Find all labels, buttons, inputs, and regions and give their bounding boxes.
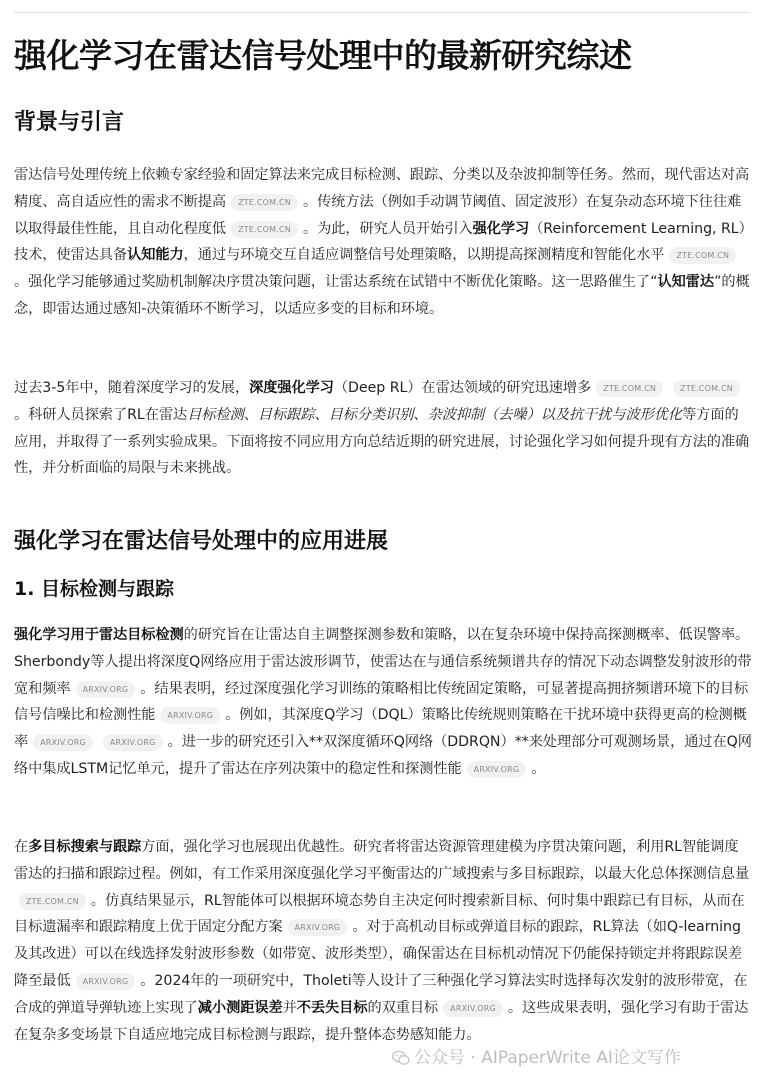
source-tag[interactable]: ARXIV.ORG <box>76 973 136 990</box>
bold-text: 深度强化学习 <box>249 380 334 396</box>
italic-text: 杂波抑制（去噪）以及抗干扰与波形优化 <box>427 406 683 423</box>
watermark-text: 公众号 · AIPaperWrite AI论文写作 <box>414 1048 681 1068</box>
source-tag[interactable]: ARXIV.ORG <box>443 1000 503 1017</box>
source-tag[interactable]: ARXIV.ORG <box>33 734 93 751</box>
source-tag[interactable]: ARXIV.ORG <box>103 734 163 751</box>
section-heading-background: 背景与引言 <box>14 110 125 135</box>
bold-text: 强化学习用于雷达目标检测 <box>14 627 184 643</box>
watermark <box>392 1046 681 1073</box>
paragraph-tracking: 在多目标搜索与跟踪方面，强化学习也展现出优越性。研究者将雷达资源管理建模为序贯决策问题，利用RL智能调度雷达的扫描和跟踪过程。例如，有工作采用深度强化学习平衡雷达的广域搜索与多目标跟踪，以最大化总体探测信息量ZTE.COM.CN 。仿真结果显示，RL智能体可以根据环境态势自主决定何时搜索新目标、何时集中跟踪已有目标，从而在目标遗漏率和跟踪精度上优于固定分配方案 ARXIV.ORG 。对于高机动目标或弹道目标的跟踪，RL算法（如Q-learning及其改进）可以在线选择发射波形参数（如带宽、波形类型），确保雷达在目标机动情况下仍能保持锁定并将跟踪误差降至最低 ARXIV.ORG 。2024年的一项研究中，Tholeti等人设计了三种强化学习算法实时选择每次发射的波形带宽，在合成的弹道导弹轨迹上实现了减小测距误差并不丢失目标的双重目标 ARXIV.ORG 。这些成果表明，强化学习有助于雷达在复杂多变场景下自适应地完成目标检测与跟踪，提升整体态势感知能力。 <box>14 839 750 1043</box>
top-divider <box>14 12 750 13</box>
italic-text: 目标检测 <box>187 406 244 423</box>
source-tag[interactable]: ARXIV.ORG <box>288 919 348 936</box>
paragraph-detection: 强化学习用于雷达目标检测的研究旨在让雷达自主调整探测参数和策略，以在复杂环境中保持高探测概率、低误警率。Sherbondy等人提出将深度Q网络应用于雷达波形调节，使雷达在与通信系统频谱共存的情况下动态调整发射波形的带宽和频率 ARXIV.ORG 。结果表明，经过深度强化学习训练的策略相比传统固定策略，可显著提高拥挤频谱环境下的目标信号信噪比和检测性能 ARXIV.ORG 。例如，其深度Q学习（DQL）策略比传统规则策略在干扰环境中获得更高的检测概率 ARXIV.ORG ARXIV.ORG 。进一步的研究还引入**双深度循环Q网络（DDRQN）**来处理部分可观测场景，通过在Q网络中集成LSTM记忆单元，提升了雷达在序列决策中的稳定性和探测性能 ARXIV.ORG 。 <box>14 627 752 777</box>
source-tag[interactable]: ZTE.COM.CN <box>673 380 740 397</box>
source-tag[interactable]: ARXIV.ORG <box>76 681 136 698</box>
paragraph-intro: 雷达信号处理传统上依赖专家经验和固定算法来完成目标检测、跟踪、分类以及杂波抑制等任务。然而，现代雷达对高精度、高自适应性的需求不断提高 ZTE.COM.CN 。传统方法（例如手动调节阈值、固定波形）在复杂动态环境下往往难以取得最佳性能，且自动化程度低 ZTE.COM.CN 。为此，研究人员开始引入强化学习（Reinforcement Learning, RL）技术，使雷达具备认知能力，通过与环境交互自适应调整信号处理策略，以期提高探测精度和智能化水平 ZTE.COM.CN。强化学习能够通过奖励机制解决序贯决策问题，让雷达系统在试错中不断优化策略。这一思路催生了“认知雷达”的概念，即雷达通过感知-决策循环不断学习，以适应多变的目标和环境。 <box>14 167 750 317</box>
subsection-heading-detection: 1. 目标检测与跟踪 <box>14 578 175 600</box>
source-tag[interactable]: ZTE.COM.CN <box>231 221 298 238</box>
source-tag[interactable]: ARXIV.ORG <box>467 761 527 778</box>
source-tag[interactable]: ZTE.COM.CN <box>19 893 86 910</box>
bold-text: 不丢失目标 <box>296 999 368 1016</box>
wechat-icon <box>392 1049 410 1073</box>
bold-text: 认知能力 <box>127 247 184 264</box>
source-tag[interactable]: ZTE.COM.CN <box>231 194 298 211</box>
bold-text: 强化学习 <box>472 220 530 237</box>
bold-text: 认知雷达 <box>657 274 715 291</box>
italic-text: 目标跟踪 <box>257 406 315 423</box>
paragraph-progress: 过去3-5年中，随着深度学习的发展，深度强化学习（Deep RL）在雷达领域的研究迅速增多 ZTE.COM.CN ZTE.COM.CN。科研人员探索了RL在雷达目标检测、目标跟踪、目标分类识别、杂波抑制（去噪）以及抗干扰与波形优化等方面的应用，并取得了一系列实验成果。下面将按不同应用方向总结近期的研究进展，讨论强化学习如何提升现有方法的准确性，并分析面临的局限与未来挑战。 <box>14 380 750 477</box>
source-tag[interactable]: ZTE.COM.CN <box>669 247 736 264</box>
bold-text: 多目标搜索与跟踪 <box>28 839 142 855</box>
italic-text: 目标分类识别 <box>328 406 414 423</box>
section-heading-applications: 强化学习在雷达信号处理中的应用进展 <box>14 529 389 554</box>
bold-text: 减小测距误差 <box>197 999 283 1016</box>
page-title: 强化学习在雷达信号处理中的最新研究综述 <box>14 36 632 75</box>
source-tag[interactable]: ZTE.COM.CN <box>596 380 663 397</box>
source-tag[interactable]: ARXIV.ORG <box>160 707 220 724</box>
